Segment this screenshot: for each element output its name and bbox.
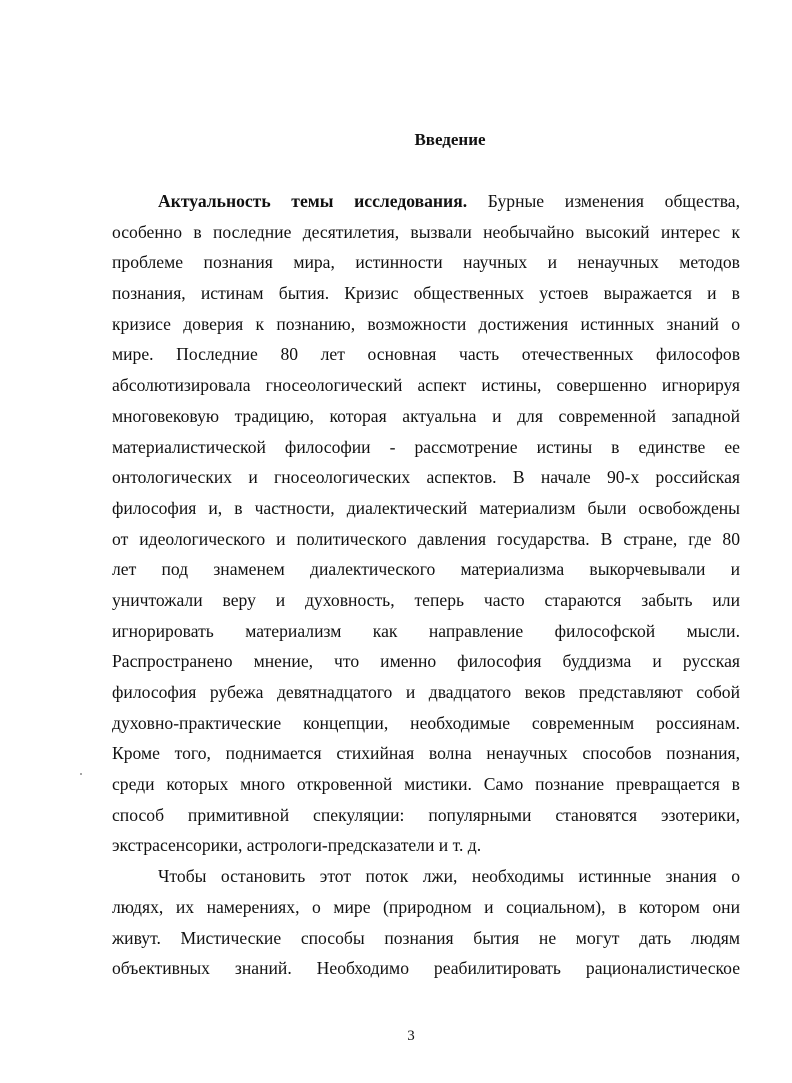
text-line: кризисе доверия к познанию, возможности достижения истинных знаний о	[112, 313, 740, 334]
text-line: лет под знаменем диалектического материализма выкорчевывали и	[112, 559, 740, 580]
text-line: особенно в последние десятилетия, вызвали необычайно высокий интерес к	[112, 221, 740, 242]
text-line: мире. Последние 80 лет основная часть отечественных философов	[112, 344, 740, 365]
text-line: живут. Мистические способы познания бытия не могут дать людям	[112, 927, 740, 948]
text-line: от идеологического и политического давления государства. В стране, где 80	[112, 528, 740, 549]
page-title: Введение	[414, 130, 486, 149]
body-text	[112, 186, 740, 984]
text-line	[112, 186, 740, 217]
text-line: познания, истинам бытия. Кризис общественных устоев выражается и в	[112, 283, 740, 304]
text-line: способ примитивной спекуляции: популярными становятся эзотерики,	[112, 804, 740, 825]
text-line: экстрасенсорики, астрологи-предсказатели и т. д.	[112, 835, 482, 856]
text-line: многовековую традицию, которая актуальна и для современной западной	[112, 405, 740, 426]
page-number: 3	[407, 1028, 415, 1044]
text-line: Кроме того, поднимается стихийная волна ненаучных способов познания,	[112, 743, 740, 764]
text-line: духовно-практические концепции, необходимые современным россиянам.	[112, 712, 740, 733]
text-line: философия рубежа девятнадцатого и двадцатого веков представляют собой	[112, 682, 740, 702]
text-line: материалистической философии - рассмотрение истины в единстве ее	[112, 436, 740, 457]
lead-phrase: Актуальность темы исследования.	[158, 191, 468, 211]
text-line: абсолютизировала гносеологический аспект истины, совершенно игнорируя	[112, 375, 740, 396]
scan-speck	[80, 773, 82, 775]
text-line: философия и, в частности, диалектический материализм были освобождены	[112, 497, 740, 518]
text-line-rest: Бурные изменения общества,	[467, 191, 740, 211]
text-line: игнорировать материализм как направление философской мысли.	[112, 620, 740, 641]
text-line: людях, их намерениях, о мире (природном и социальном), в котором они	[112, 896, 740, 917]
text-line: уничтожали веру и духовность, теперь часто стараются забыть или	[112, 589, 740, 610]
text-line: проблеме познания мира, истинности научных и ненаучных методов	[112, 252, 740, 273]
text-line: онтологических и гносеологических аспектов. В начале 90-х российская	[112, 467, 740, 488]
text-line: объективных знаний. Необходимо реабилитировать рационалистическое	[112, 958, 740, 979]
text-line: Распространено мнение, что именно философия буддизма и русская	[112, 651, 740, 672]
text-line: Чтобы остановить этот поток лжи, необходимы истинные знания о	[158, 866, 740, 887]
text-line: среди которых много откровенной мистики. Само познание превращается в	[112, 774, 740, 795]
